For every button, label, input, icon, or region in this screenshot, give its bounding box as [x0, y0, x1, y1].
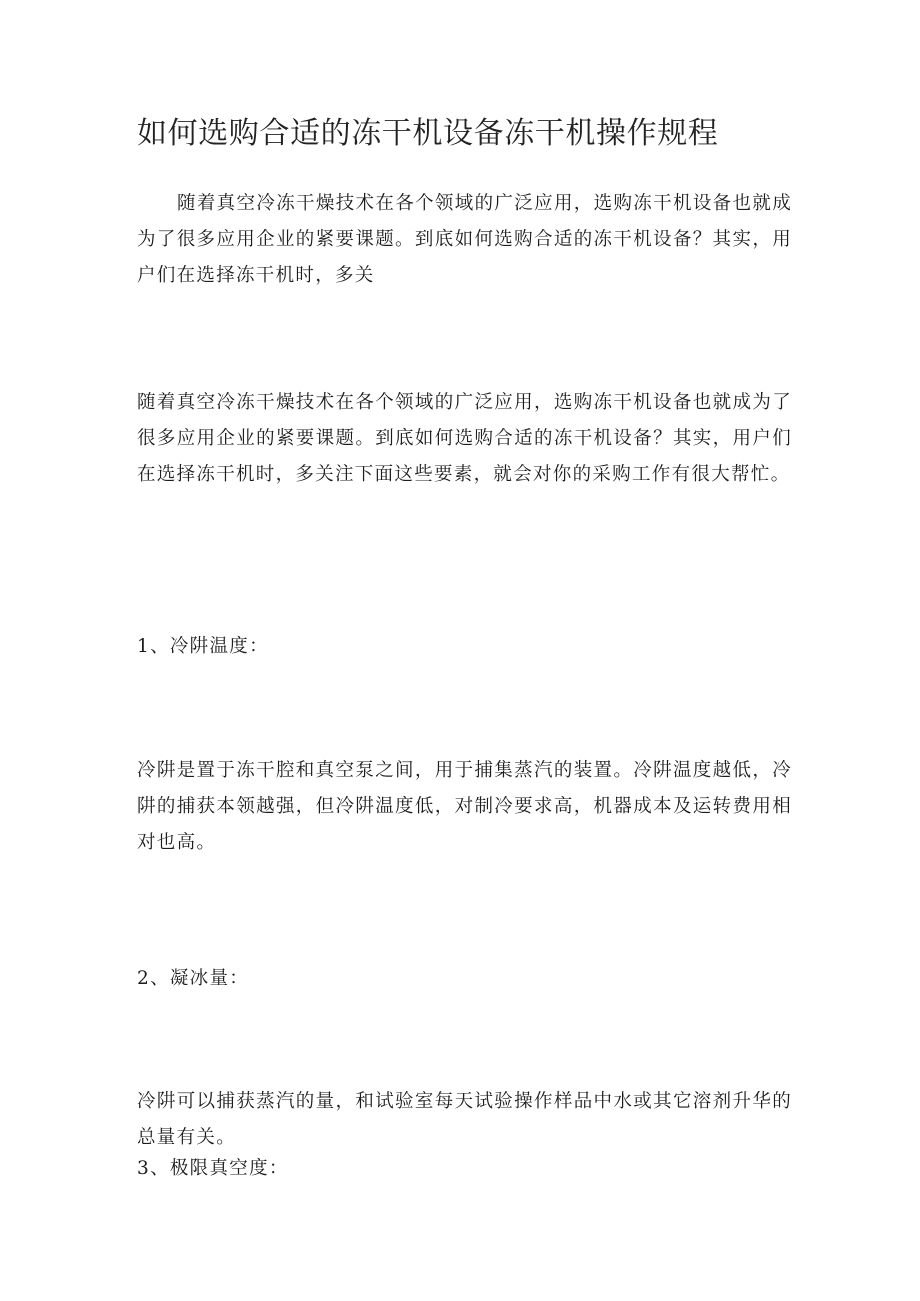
- document-title: 如何选购合适的冻干机设备冻干机操作规程: [137, 116, 719, 151]
- intro-paragraph: 随着真空冷冻干燥技术在各个领域的广泛应用，选购冻干机设备也就成为了很多应用企业的紧要课题。到底如何选购合适的冻干机设备？其实，用户们在选择冻干机时，多关: [137, 193, 792, 286]
- section-body-1: 冷阱是置于冻干腔和真空泵之间，用于捕集蒸汽的装置。冷阱温度越低，冷阱的捕获本领越强，但冷阱温度低，对制冷要求高，机器成本及运转费用相对也高。: [137, 760, 792, 853]
- body-paragraph-1: 随着真空冷冻干燥技术在各个领域的广泛应用，选购冻干机设备也就成为了很多应用企业的紧要课题。到底如何选购合适的冻干机设备？其实，用户们在选择冻干机时，多关注下面这些要素，就会对你的采购工作有很大帮忙。: [137, 392, 792, 485]
- section-heading-1: 1、冷阱温度：: [137, 636, 269, 657]
- section-heading-2: 2、凝冰量：: [137, 968, 250, 989]
- section-heading-3: 3、极限真空度：: [137, 1158, 289, 1179]
- section-body-2: 冷阱可以捕获蒸汽的量，和试验室每天试验操作样品中水或其它溶剂升华的总量有关。: [137, 1091, 792, 1148]
